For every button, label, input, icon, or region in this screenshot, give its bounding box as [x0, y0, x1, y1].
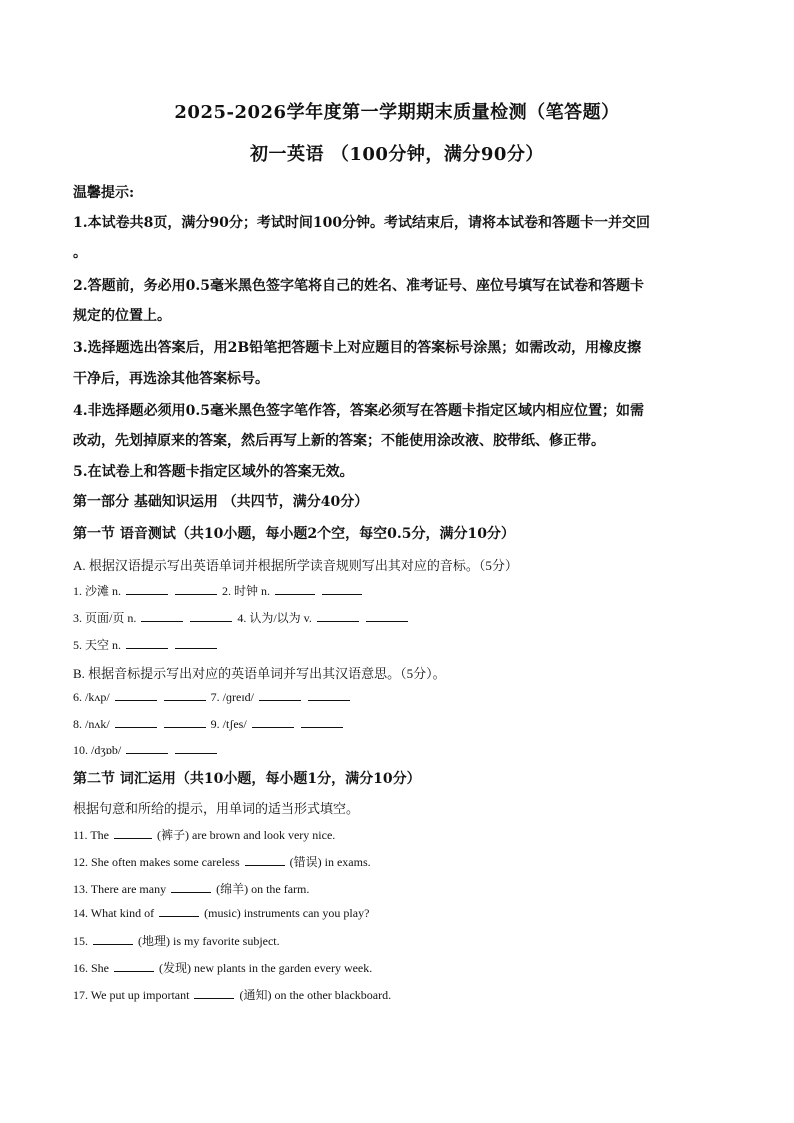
answer-blank[interactable]	[114, 837, 152, 839]
question-row	[73, 932, 723, 949]
question-6: 6. /kʌp/	[73, 690, 110, 704]
question-15: 15.	[73, 934, 88, 948]
answer-blank[interactable]	[301, 726, 343, 728]
question-row	[73, 717, 723, 732]
section1-a-instructions: A. 根据汉语提示写出英语单词并根据所学读音规则写出其对应的音标。（5分）	[73, 558, 518, 573]
answer-blank[interactable]	[194, 997, 234, 999]
answer-blank[interactable]	[175, 647, 217, 649]
question-17-hint: (通知) on the other blackboard.	[239, 988, 392, 1002]
question-14-hint: (music) instruments can you play?	[204, 906, 370, 920]
part1-heading: 第一部分 基础知识运用 （共四节，满分40分）	[73, 494, 369, 510]
tip-4-cont: 改动，先划掉原来的答案，然后再写上新的答案；不能使用涂改液、胶带纸、修正带。	[73, 433, 605, 449]
question-11: 11. The	[73, 828, 109, 842]
answer-blank[interactable]	[126, 593, 168, 595]
tip-1-cont: 。	[73, 245, 87, 261]
section1-b-instructions: B. 根据音标提示写出对应的英语单词并写出其汉语意思。（5分）。	[73, 666, 446, 681]
question-12: 12. She often makes some careless	[73, 855, 240, 869]
question-13-hint: (绵羊) on the farm.	[216, 882, 310, 896]
answer-blank[interactable]	[175, 593, 217, 595]
answer-blank[interactable]	[115, 726, 157, 728]
question-16: 16. She	[73, 961, 109, 975]
question-7: 7. /ɡreɪd/	[210, 690, 254, 704]
question-9: 9. /tʃes/	[210, 717, 247, 731]
question-1: 1. 沙滩 n.	[73, 584, 122, 598]
answer-blank[interactable]	[115, 699, 157, 701]
answer-blank[interactable]	[259, 699, 301, 701]
exam-title: 2025-2026学年度第一学期期末质量检测（笔答题）	[174, 102, 620, 123]
question-row	[73, 743, 723, 758]
answer-blank[interactable]	[275, 593, 315, 595]
question-5: 5. 天空 n.	[73, 638, 122, 652]
answer-blank[interactable]	[317, 620, 359, 622]
tip-4: 4.非选择题必须用0.5毫米黑色签字笔作答，答案必须写在答题卡指定区域内相应位置；如需	[73, 403, 644, 419]
question-row	[73, 609, 723, 626]
question-12-hint: (错误) in exams.	[289, 855, 371, 869]
answer-blank[interactable]	[114, 970, 154, 972]
tip-1: 1.本试卷共8页，满分90分；考试时间100分钟。考试结束后，请将本试卷和答题卡一并交回	[73, 215, 651, 231]
question-row	[73, 986, 723, 1003]
answer-blank[interactable]	[159, 915, 199, 917]
question-8: 8. /nʌk/	[73, 717, 110, 731]
question-row	[73, 880, 723, 897]
question-15-hint: (地理) is my favorite subject.	[138, 934, 280, 948]
answer-blank[interactable]	[322, 593, 362, 595]
answer-blank[interactable]	[164, 699, 206, 701]
tip-2-cont: 规定的位置上。	[73, 308, 171, 324]
section1-heading: 第一节 语音测试（共10小题，每小题2个空，每空0.5分，满分10分）	[73, 526, 515, 542]
answer-blank[interactable]	[190, 620, 232, 622]
answer-blank[interactable]	[175, 752, 217, 754]
answer-blank[interactable]	[164, 726, 206, 728]
question-16-hint: (发现) new plants in the garden every week.	[159, 961, 373, 975]
question-3: 3. 页面/页 n.	[73, 611, 137, 625]
question-row	[73, 582, 723, 599]
question-row	[73, 636, 723, 653]
answer-blank[interactable]	[126, 647, 168, 649]
answer-blank[interactable]	[308, 699, 350, 701]
question-row	[73, 906, 723, 921]
question-14: 14. What kind of	[73, 906, 155, 920]
tip-2: 2.答题前，务必用0.5毫米黑色签字笔将自己的姓名、准考证号、座位号填写在试卷和答题卡	[73, 278, 644, 294]
answer-blank[interactable]	[93, 943, 133, 945]
tip-5: 5.在试卷上和答题卡指定区域外的答案无效。	[73, 464, 354, 480]
question-13: 13. There are many	[73, 882, 167, 896]
question-row	[73, 959, 723, 976]
answer-blank[interactable]	[252, 726, 294, 728]
answer-blank[interactable]	[171, 891, 211, 893]
answer-blank[interactable]	[126, 752, 168, 754]
tip-3-cont: 干净后，再选涂其他答案标号。	[73, 371, 269, 387]
tips-heading: 温馨提示:	[73, 185, 135, 201]
question-10: 10. /dʒɒb/	[73, 743, 122, 757]
section2-heading: 第二节 词汇运用（共10小题，每小题1分，满分10分）	[73, 771, 421, 787]
question-11-hint: (裤子) are brown and look very nice.	[157, 828, 336, 842]
question-row	[73, 690, 723, 705]
section2-instructions: 根据句意和所给的提示，用单词的适当形式填空。	[73, 801, 360, 816]
tip-3: 3.选择题选出答案后，用2B铅笔把答题卡上对应题目的答案标号涂黑；如需改动，用橡皮擦	[73, 340, 642, 356]
answer-blank[interactable]	[366, 620, 408, 622]
question-4: 4. 认为/以为 v.	[237, 611, 312, 625]
question-row	[73, 826, 723, 843]
question-17: 17. We put up important	[73, 988, 190, 1002]
question-2: 2. 时钟 n.	[222, 584, 271, 598]
answer-blank[interactable]	[245, 864, 285, 866]
answer-blank[interactable]	[141, 620, 183, 622]
exam-subtitle: 初一英语 （100分钟，满分90分）	[250, 144, 544, 165]
question-row	[73, 853, 723, 870]
